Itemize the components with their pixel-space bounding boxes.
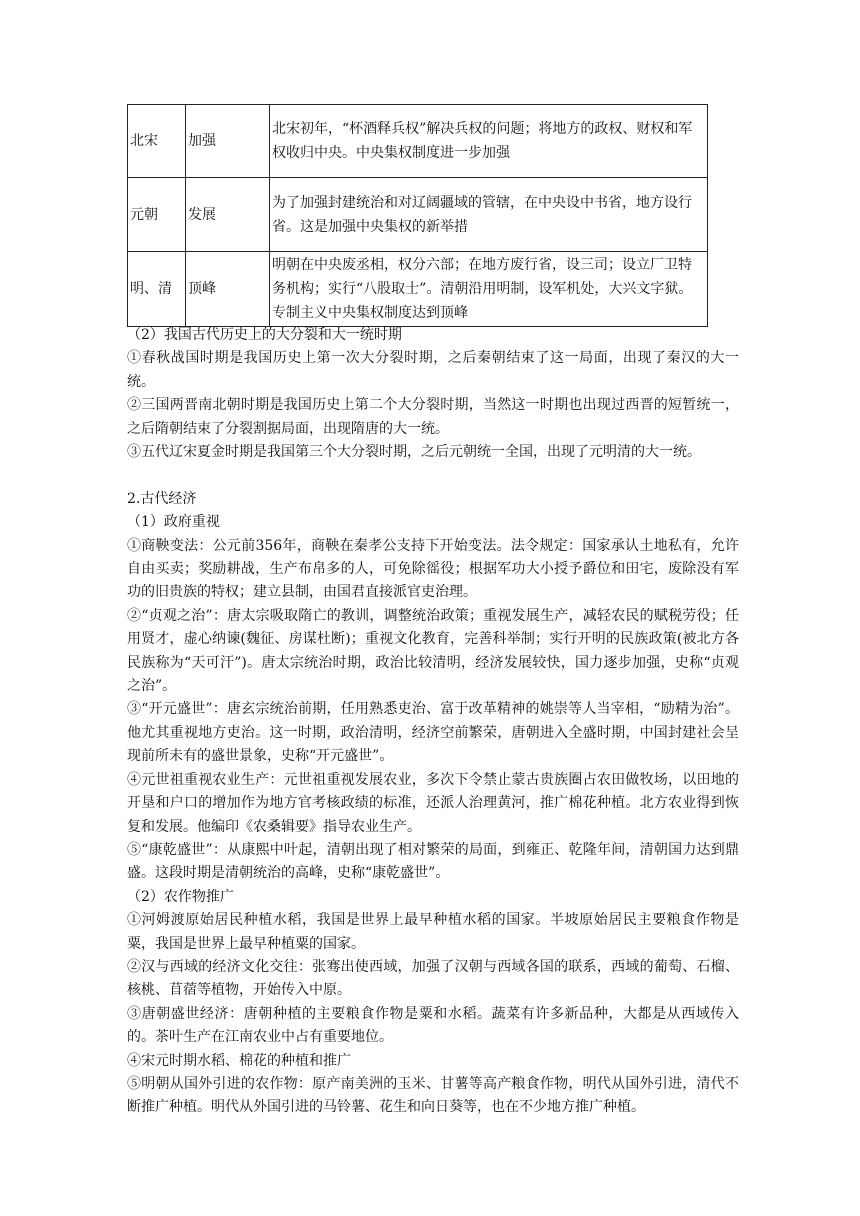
paragraph-item: ④宋元时期水稻、棉花的种植和推广 (127, 1052, 351, 1069)
table-row (128, 105, 708, 178)
body-text (127, 324, 739, 1120)
paragraph-item: ②汉与西域的经济文化交往：张骞出使西域，加强了汉朝与西域各国的联系，西域的葡萄、石榴、核桃、苜蓿等植物，开始传入中原。 (127, 958, 739, 999)
paragraph-item: ①商鞅变法：公元前356年，商鞅在秦孝公支持下开始变法。法令规定：国家承认土地私有，允许自由买卖；奖励耕战，生产布帛多的人，可免除徭役；根据军功大小授予爵位和田宅，废除没有军功的旧贵族的特权；建立县制，由国君直接派官吏治理。 (127, 537, 739, 601)
stage-cell: 加强 (186, 105, 270, 178)
paragraph-item: ②“贞观之治”：唐太宗吸取隋亡的教训，调整统治政策；重视发展生产，减轻农民的赋税劳役；任用贤才，虚心纳谏(魏征、房谋杜断)；重视文化教育，完善科举制；实行开明的民族政策(被北方各民族称为“天可汗”)。唐太宗统治时期，政治比较清明，经济发展较快，国力逐步加强，史称“贞观之治”。 (127, 607, 739, 695)
paragraph-item: ①春秋战国时期是我国历史上第一次大分裂时期，之后秦朝结束了这一局面，出现了秦汉的大一统。 (127, 350, 739, 390)
paragraph-item: ②三国两晋南北朝时期是我国历史上第二个大分裂时期，当然这一时期也出现过西晋的短暂统一，之后隋朝结束了分裂割据局面，出现隋唐的大一统。 (127, 397, 739, 437)
dynasty-cell: 元朝 (128, 178, 186, 252)
subheading-crops: （2）农作物推广 (127, 888, 234, 905)
paragraph-item: ⑤“康乾盛世”：从康熙中叶起，清朝出现了相对繁荣的局面，到雍正、乾隆年间，清朝国力达到鼎盛。这段时期是清朝统治的高峰，史称“康乾盛世”。 (127, 841, 739, 882)
content-cell: 明朝在中央废丞相，权分六部；在地方废行省，设三司；设立厂卫特务机构；实行“八股取士”。清朝沿用明制，设军机处，大兴文字狱。专制主义中央集权制度达到顶峰 (270, 252, 708, 327)
subheading-split-unity: （2）我国古代历史上的大分裂和大一统时期 (127, 327, 402, 343)
content-cell: 为了加强封建统治和对辽阔疆域的管辖，在中央设中书省，地方设行省。这是加强中央集权的新举措 (270, 178, 708, 252)
subheading-government: （1）政府重视 (127, 514, 220, 531)
paragraph-item: ①河姆渡原始居民种植水稻，我国是世界上最早种植水稻的国家。半坡原始居民主要粮食作物是粟，我国是世界上最早种植粟的国家。 (127, 912, 739, 952)
paragraph-item: ④元世祖重视农业生产：元世祖重视发展农业，多次下令禁止蒙古贵族圈占农田做牧场，以田地的开垦和户口的增加作为地方官考核政绩的标准，还派人治理黄河，推广棉花种植。北方农业得到恢复和发展。他编印《农桑辑要》指导农业生产。 (127, 771, 739, 835)
stage-cell: 发展 (186, 178, 270, 252)
dynasty-cell: 明、清 (128, 252, 186, 327)
stage-cell: 顶峰 (186, 252, 270, 327)
dynasty-centralization-table (127, 104, 708, 327)
table-row (128, 252, 708, 327)
table-row (128, 178, 708, 252)
dynasty-cell: 北宋 (128, 105, 186, 178)
spacer (127, 464, 739, 487)
paragraph-item: ③五代辽宋夏金时期是我国第三个大分裂时期，之后元朝统一全国，出现了元明清的大一统。 (127, 444, 701, 461)
section-heading-economy: 2.古代经济 (127, 490, 197, 507)
paragraph-item: ⑤明朝从国外引进的农作物：原产南美洲的玉米、甘薯等高产粮食作物，明代从国外引进，清代不断推广种植。明代从外国引进的马铃薯、花生和向日葵等，也在不少地方推广种植。 (127, 1075, 739, 1116)
paragraph-item: ③唐朝盛世经济：唐朝种植的主要粮食作物是粟和水稻。蔬菜有许多新品种，大都是从西域传入的。茶叶生产在江南农业中占有重要地位。 (127, 1005, 739, 1046)
content-cell: 北宋初年，“杯酒释兵权”解决兵权的问题；将地方的政权、财权和军权收归中央。中央集权制度进一步加强 (270, 105, 708, 178)
paragraph-item: ③“开元盛世”：唐玄宗统治前期，任用熟悉吏治、富于改革精神的姚崇等人当宰相，“励精为治”。他尤其重视地方吏治。这一时期，政治清明，经济空前繁荣，唐朝进入全盛时期，中国封建社会呈现前所未有的盛世景象，史称“开元盛世”。 (127, 701, 739, 765)
